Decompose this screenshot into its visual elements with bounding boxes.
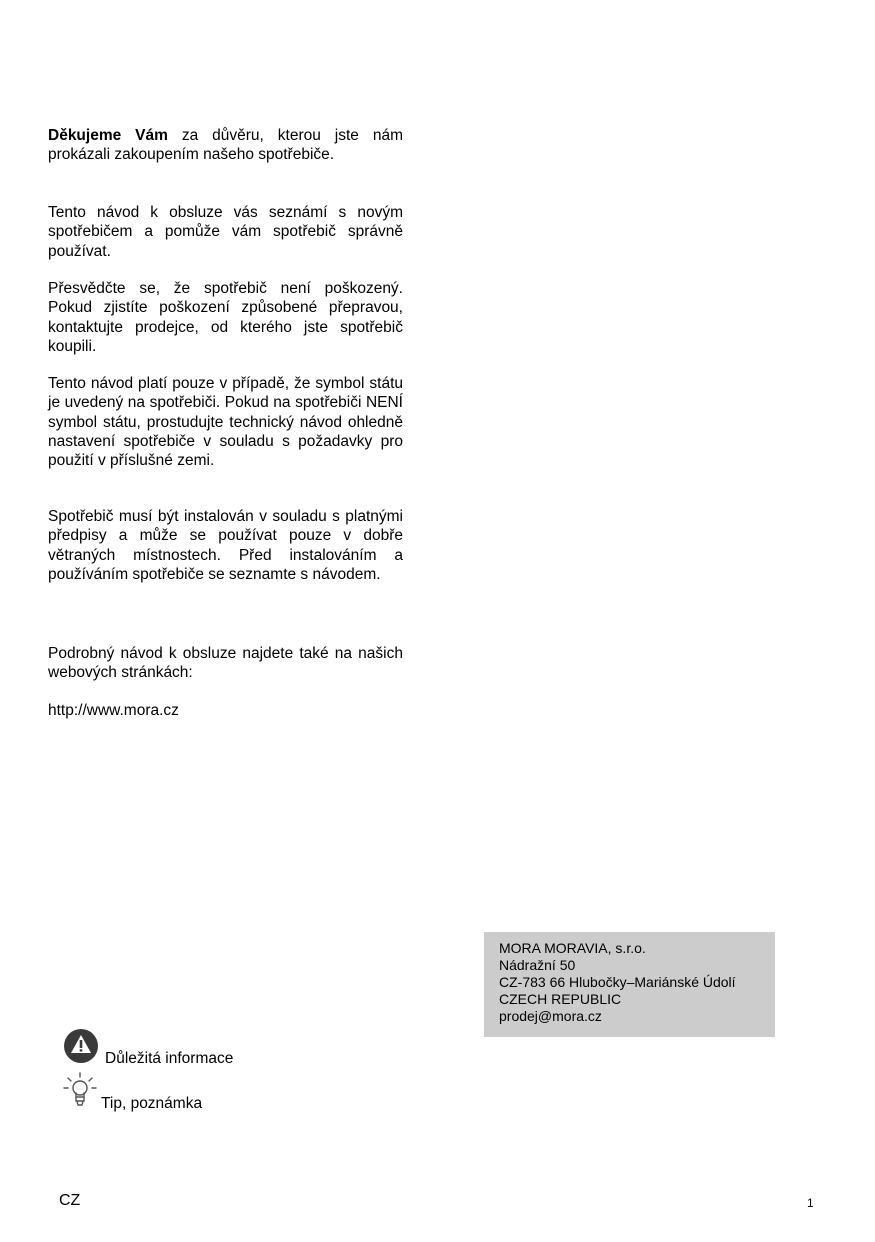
company-name: MORA MORAVIA, s.r.o. — [499, 940, 646, 956]
address-country: CZECH REPUBLIC — [499, 991, 622, 1007]
intro-paragraph — [48, 126, 403, 165]
address-email[interactable]: prodej@mora.cz — [499, 1008, 602, 1024]
paragraph-installation: Spotřebič musí být instalován v souladu s platnými předpisy a může se používat pouze v dobře větraných místnostech. Před instalováním a používáním spotřebiče se seznamte s návodem. — [48, 508, 403, 583]
legend-tip-label: Tip, poznámka — [101, 1095, 203, 1112]
address-box — [484, 932, 775, 1037]
warning-icon — [63, 1028, 99, 1064]
paragraph-website-info: Podrobný návod k obsluze najdete také na našich webových stránkách: — [48, 645, 403, 682]
lightbulb-icon — [62, 1072, 98, 1110]
legend-important-label: Důležitá informace — [105, 1050, 234, 1067]
thanks-rest-text: za důvěru, kterou jste nám prokázali zakoupením našeho spotřebiče. — [48, 127, 403, 164]
page-number: 1 — [807, 1196, 814, 1210]
address-city: CZ-783 66 Hlubočky–Mariánské Údolí — [499, 974, 736, 990]
website-link[interactable]: http://www.mora.cz — [48, 702, 179, 719]
paragraph-damage-check: Přesvědčte se, že spotřebič není poškozený. Pokud zjistíte poškození způsobené přepravou, kontaktujte prodejce, od kterého jste spotřebič koupili. — [48, 280, 403, 355]
thanks-bold-text: Děkujeme Vám — [48, 127, 168, 144]
paragraph-country-symbol: Tento návod platí pouze v případě, že symbol státu je uvedený na spotřebiči. Pokud na spotřebiči NENÍ symbol státu, prostudujte technický návod ohledně nastavení spotřebiče v souladu s požadavky pro použití v příslušné zemi. — [48, 375, 403, 470]
language-code: CZ — [59, 1192, 81, 1209]
paragraph-manual-intro: Tento návod k obsluze vás seznámí s novým spotřebičem a pomůže vám spotřebič správně používat. — [48, 204, 403, 260]
address-street: Nádražní 50 — [499, 957, 576, 973]
